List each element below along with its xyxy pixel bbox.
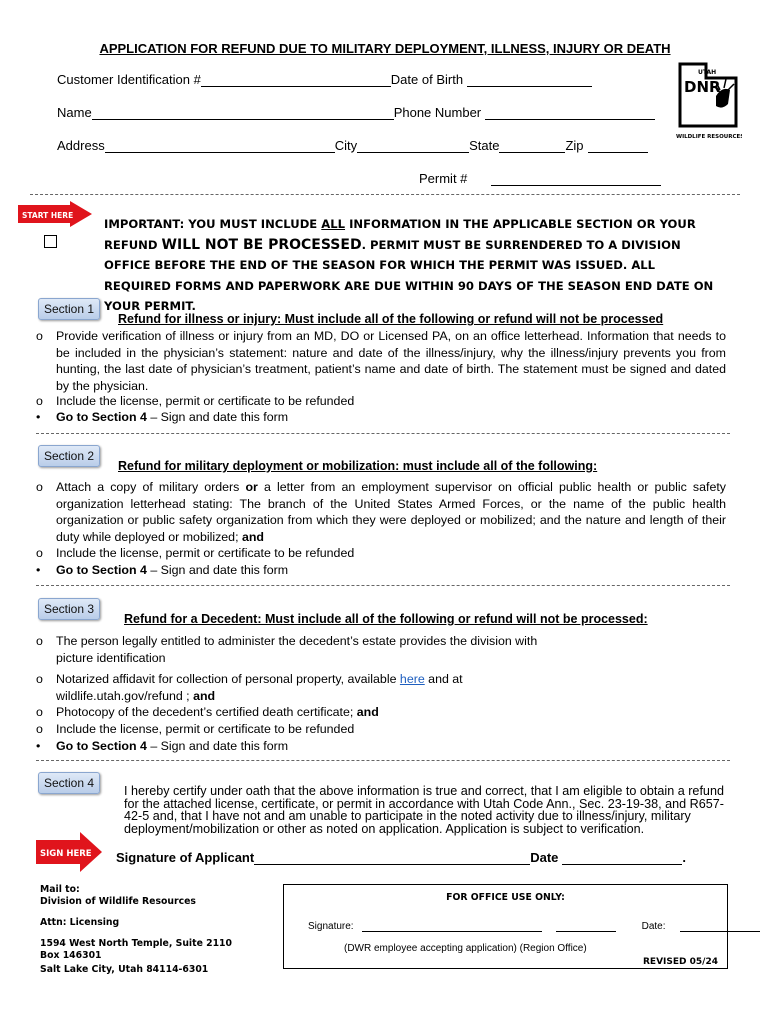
section-3-item-3: o Photocopy of the decedent’s certified death certificate; and (36, 705, 379, 719)
phone-label: Phone Number (393, 105, 482, 120)
affidavit-link[interactable]: here (399, 672, 425, 686)
address-field[interactable] (105, 139, 335, 153)
zip-field[interactable] (588, 139, 648, 153)
section-4-badge: Section 4 (38, 772, 100, 794)
signature-field[interactable] (254, 851, 530, 865)
important-notice: IMPORTANT: YOU MUST INCLUDE ALL INFORMATION IN THE APPLICABLE SECTION OR YOUR REFUND WILL NOT BE PROCESSED. PERMIT MUST BE SURRENDERED TO A DIVISION OFFICE BEFORE THE END OF THE SEASON FOR WHICH THE PERMIT WAS ISSUED. ALL REQUIRED FORMS AND PAPERWORK ARE DUE WITHIN 90 DAYS OF THE SEASON END DATE ON YOUR PERMIT. (104, 217, 714, 313)
section-2-item-1: o Attach a copy of military orders or a letter from an employment supervisor on official public health or public safety organization letterhead stating: The branch of the United States Armed Forces, or the name of the public health organization or public safety organization from which they were deployed or mobilized; and the nature and length of their duty while deployed or mobilized; and (36, 480, 726, 544)
row-name (57, 105, 655, 120)
name-field[interactable] (92, 106, 394, 120)
divider-3 (36, 760, 730, 761)
city-field[interactable] (357, 139, 469, 153)
office-region-field[interactable] (556, 922, 616, 932)
row-customer (57, 72, 592, 87)
customer-id-label: Customer Identification # (57, 72, 201, 87)
section-2-heading: Refund for military deployment or mobilization: must include all of the following: (118, 459, 598, 473)
office-signature-field[interactable] (362, 922, 542, 932)
office-signature-row (308, 921, 760, 932)
section-2-badge: Section 2 (38, 445, 100, 467)
customer-id-field[interactable] (201, 73, 391, 87)
logo-top-text: UTAH (698, 69, 717, 76)
office-use-title: FOR OFFICE USE ONLY: (446, 892, 565, 903)
dob-field[interactable] (467, 73, 592, 87)
section-1-badge: Section 1 (38, 298, 100, 320)
date-field[interactable] (562, 851, 682, 865)
name-label: Name (57, 105, 92, 120)
sign-here-text: SIGN HERE (40, 849, 92, 859)
divider-top (30, 194, 740, 195)
mailing-address: Mail to: Division of Wildlife Resources Attn: Licensing 1594 West North Temple, Suite 2110 Box 146301 Salt Lake City, Utah 84114-6301 (40, 884, 232, 975)
phone-field[interactable] (485, 106, 655, 120)
office-signature-label: Signature: (308, 921, 354, 932)
row-address (57, 138, 648, 153)
revision-date: REVISED 05/24 (643, 957, 718, 967)
section-3-item-4: o Include the license, permit or certificate to be refunded (36, 722, 355, 736)
section-1-item-1: o Provide verification of illness or injury from an MD, DO or Licensed PA, on an office letterhead. Information that needs to be included in the physician’s statement: nature and date of the illness/injury, why the illness/injury prevents you from hunting, the last date of physician’s treatment, patient’s name and date of birth. The statement must be signed and dated by the physician. (36, 329, 726, 393)
section-3-badge: Section 3 (38, 598, 100, 620)
section-3-item-2: o Notarized affidavit for collection of personal property, available here and at wildlife.utah.gov/refund ; and (36, 672, 463, 703)
permit-label: Permit # (419, 171, 468, 186)
date-label: Date (530, 850, 559, 865)
sign-here-arrow (36, 832, 102, 872)
state-field[interactable] (499, 139, 565, 153)
office-note: (DWR employee accepting application) (Region Office) (344, 943, 587, 954)
city-label: City (334, 138, 358, 153)
divider-2 (36, 585, 730, 586)
address-label: Address (57, 138, 105, 153)
form-title: APPLICATION FOR REFUND DUE TO MILITARY DEPLOYMENT, ILLNESS, INJURY OR DEATH (99, 41, 671, 56)
dob-label: Date of Birth (390, 72, 464, 87)
start-here-arrow (18, 201, 92, 227)
logo-main-text: DNR (684, 78, 721, 96)
section-3-item-5: • Go to Section 4 – Sign and date this form (36, 739, 289, 753)
signature-row: Signature of Applicant Date . (116, 850, 687, 865)
signature-label: Signature of Applicant (116, 850, 255, 865)
divider-1 (36, 433, 730, 434)
permit-field[interactable] (491, 172, 661, 186)
section-2-item-3: • Go to Section 4 – Sign and date this form (36, 563, 289, 577)
logo-bottom-text: WILDLIFE RESOURCES (676, 134, 742, 140)
section-3-heading: Refund for a Decedent: Must include all of the following or refund will not be processed: (124, 612, 648, 626)
zip-label: Zip (565, 138, 584, 153)
section-3-item-1: o The person legally entitled to administer the decedent’s estate provides the division with picture identification (36, 634, 538, 665)
start-here-text: START HERE (22, 211, 74, 220)
certification-text: I hereby certify under oath that the above information is true and correct, that I am eligible to obtain a refund for the attached license, certificate, or permit in accordance with Utah Code Ann., Sec. 23-19-38, and R657-42-5 and, that I have not and am unable to participate in the noted activity due to illness/injury, military deployment/mobilization or other as noted on application. Application is subject to verification. (124, 784, 724, 836)
section-1-heading: Refund for illness or injury: Must include all of the following or refund will not be processed (118, 312, 664, 326)
acknowledge-checkbox[interactable] (44, 235, 57, 248)
section-2-item-2: o Include the license, permit or certificate to be refunded (36, 546, 355, 560)
office-date-field[interactable] (680, 922, 760, 932)
section-1-item-2: o Include the license, permit or certificate to be refunded (36, 394, 355, 408)
office-date-label: Date: (641, 921, 666, 932)
section-1-item-3: • Go to Section 4 – Sign and date this form (36, 410, 289, 424)
state-label: State (469, 138, 500, 153)
row-permit (419, 171, 661, 186)
dnr-logo (676, 60, 742, 140)
